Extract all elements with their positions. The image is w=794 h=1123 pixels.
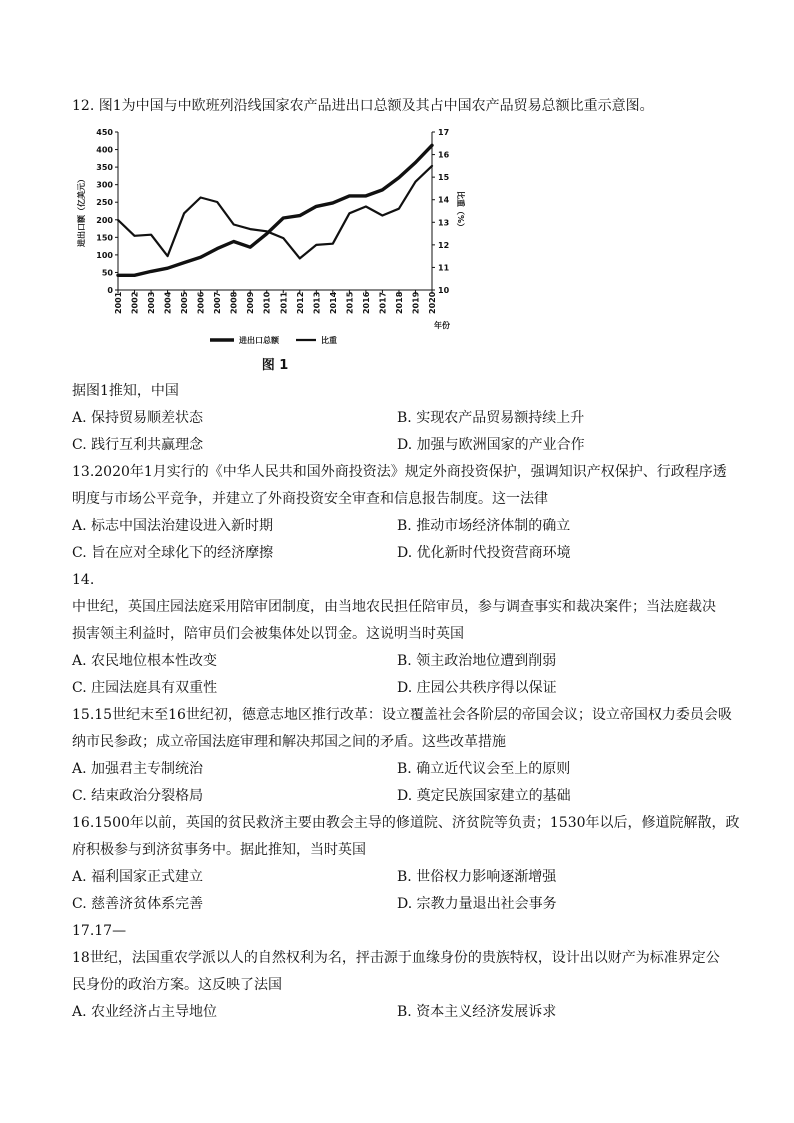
q17-option-b[interactable]: B. 资本主义经济发展诉求: [397, 1004, 557, 1020]
q16-stem-line2: 府积极参与到济贫事务中。据此推知，当时英国: [72, 842, 366, 858]
q12-option-a[interactable]: A. 保持贸易顺差状态: [72, 410, 204, 426]
q15-option-c[interactable]: C. 结束政治分裂格局: [72, 788, 204, 804]
q13-option-c[interactable]: C. 旨在应对全球化下的经济摩擦: [72, 545, 274, 561]
q14-number: 14.: [72, 572, 95, 588]
figure-caption: 图 1: [261, 358, 289, 373]
q14-option-a[interactable]: A. 农民地位根本性改变: [72, 653, 218, 669]
left-tick-label: 50: [101, 268, 113, 278]
q14-option-b[interactable]: B. 领主政治地位遭到削弱: [397, 653, 557, 669]
x-tick-label: 2005: [180, 291, 190, 314]
left-axis-label: 进出口额（亿美元）: [77, 175, 86, 247]
left-tick-label: 300: [96, 180, 113, 190]
q14-option-c[interactable]: C. 庄园法庭具有双重性: [72, 680, 218, 696]
q12-option-b[interactable]: B. 实现农产品贸易额持续上升: [397, 410, 585, 426]
q15-option-d[interactable]: D. 奠定民族国家建立的基础: [397, 788, 571, 804]
x-tick-label: 2014: [328, 291, 338, 314]
series-line-share: [118, 166, 432, 259]
x-tick-label: 2013: [312, 291, 322, 314]
q16-option-b[interactable]: B. 世俗权力影响逐渐增强: [397, 869, 557, 885]
q16-stem-line1: 16.1500年以前，英国的贫民救济主要由教会主导的修道院、济贫院等负责；1530年以后，修道院解散，政: [72, 815, 740, 831]
x-tick-label: 2004: [163, 291, 173, 314]
right-tick-label: 15: [438, 173, 450, 183]
right-tick-label: 12: [438, 240, 450, 250]
x-axis-label: 年份: [434, 321, 450, 330]
left-tick-label: 250: [96, 198, 113, 208]
q12-option-c[interactable]: C. 践行互利共赢理念: [72, 437, 204, 453]
x-tick-label: 2006: [196, 291, 206, 314]
right-tick-label: 14: [438, 195, 450, 205]
trade-chart: [70, 118, 470, 380]
left-tick-label: 350: [96, 163, 113, 173]
x-tick-label: 2011: [279, 291, 289, 314]
legend-item-share-label: 比重: [321, 336, 337, 345]
left-tick-label: 150: [96, 233, 113, 243]
q15-stem-line2: 纳市民参政；成立帝国法庭审理和解决邦国之间的矛盾。这些改革措施: [72, 734, 506, 750]
q13-option-d[interactable]: D. 优化新时代投资营商环境: [397, 545, 571, 561]
x-tick-label: 2012: [295, 291, 305, 314]
q16-option-a[interactable]: A. 福利国家正式建立: [72, 869, 204, 885]
q14-stem-line1: 中世纪，英国庄园法庭采用陪审团制度，由当地农民担任陪审员，参与调查事实和裁决案件；当法庭裁决: [72, 599, 716, 615]
right-tick-label: 11: [438, 263, 450, 273]
right-tick-label: 16: [438, 150, 450, 160]
left-tick-label: 200: [96, 215, 113, 225]
q16-option-c[interactable]: C. 慈善济贫体系完善: [72, 896, 204, 912]
x-tick-label: 2007: [213, 291, 223, 314]
q13-stem-line1: 13.2020年1月实行的《中华人民共和国外商投资法》规定外商投资保护，强调知识产权保护、行政程序透: [72, 464, 727, 480]
q17-number: 17.17—: [72, 923, 127, 939]
x-tick-label: 2002: [130, 291, 140, 314]
x-tick-label: 2020: [428, 291, 437, 314]
q13-stem-line2: 明度与市场公平竞争，并建立了外商投资安全审查和信息报告制度。这一法律: [72, 491, 548, 507]
q14-option-d[interactable]: D. 庄园公共秩序得以保证: [397, 680, 557, 696]
q17-stem-line2: 民身份的政治方案。这反映了法国: [72, 977, 282, 993]
left-tick-label: 450: [96, 128, 113, 137]
q17-stem-line1: 18世纪，法国重农学派以人的自然权利为名，抨击源于血缘身份的贵族特权，设计出以财产为标准界定公: [72, 950, 720, 966]
q15-option-a[interactable]: A. 加强君主专制统治: [72, 761, 204, 777]
right-tick-label: 13: [438, 218, 450, 228]
x-tick-label: 2010: [262, 291, 272, 314]
x-tick-label: 2018: [394, 291, 404, 314]
q12-stem: 12. 图1为中国与中欧班列沿线国家农产品进出口总额及其占中国农产品贸易总额比重示意图。: [72, 98, 654, 114]
q14-stem-line2: 损害领主利益时，陪审员们会被集体处以罚金。这说明当时英国: [72, 626, 464, 642]
x-tick-label: 2003: [147, 291, 157, 314]
q16-option-d[interactable]: D. 宗教力量退出社会事务: [397, 896, 557, 912]
right-tick-label: 17: [438, 128, 450, 137]
legend-item-total-label: 进出口总额: [239, 336, 279, 345]
right-axis-label: 比重（%）: [456, 190, 465, 232]
q17-option-a[interactable]: A. 农业经济占主导地位: [72, 1004, 218, 1020]
q15-option-b[interactable]: B. 确立近代议会至上的原则: [397, 761, 571, 777]
series-line-total: [118, 145, 432, 275]
q13-option-a[interactable]: A. 标志中国法治建设进入新时期: [72, 518, 274, 534]
x-tick-label: 2001: [114, 291, 123, 314]
q12-lead: 据图1推知，中国: [72, 383, 179, 399]
x-tick-label: 2008: [229, 291, 239, 314]
x-tick-label: 2015: [345, 291, 355, 314]
left-tick-label: 0: [107, 286, 113, 295]
q15-stem-line1: 15.15世纪末至16世纪初，德意志地区推行改革：设立覆盖社会各阶层的帝国会议；设立帝国权力委员会吸: [72, 707, 732, 723]
x-tick-label: 2017: [378, 291, 388, 314]
q12-option-d[interactable]: D. 加强与欧洲国家的产业合作: [397, 437, 585, 453]
x-tick-label: 2019: [411, 291, 421, 314]
right-tick-label: 10: [438, 286, 450, 295]
left-tick-label: 100: [96, 250, 113, 260]
q13-option-b[interactable]: B. 推动市场经济体制的确立: [397, 518, 571, 534]
left-tick-label: 400: [96, 145, 113, 155]
x-tick-label: 2016: [361, 291, 371, 314]
x-tick-label: 2009: [246, 291, 256, 314]
